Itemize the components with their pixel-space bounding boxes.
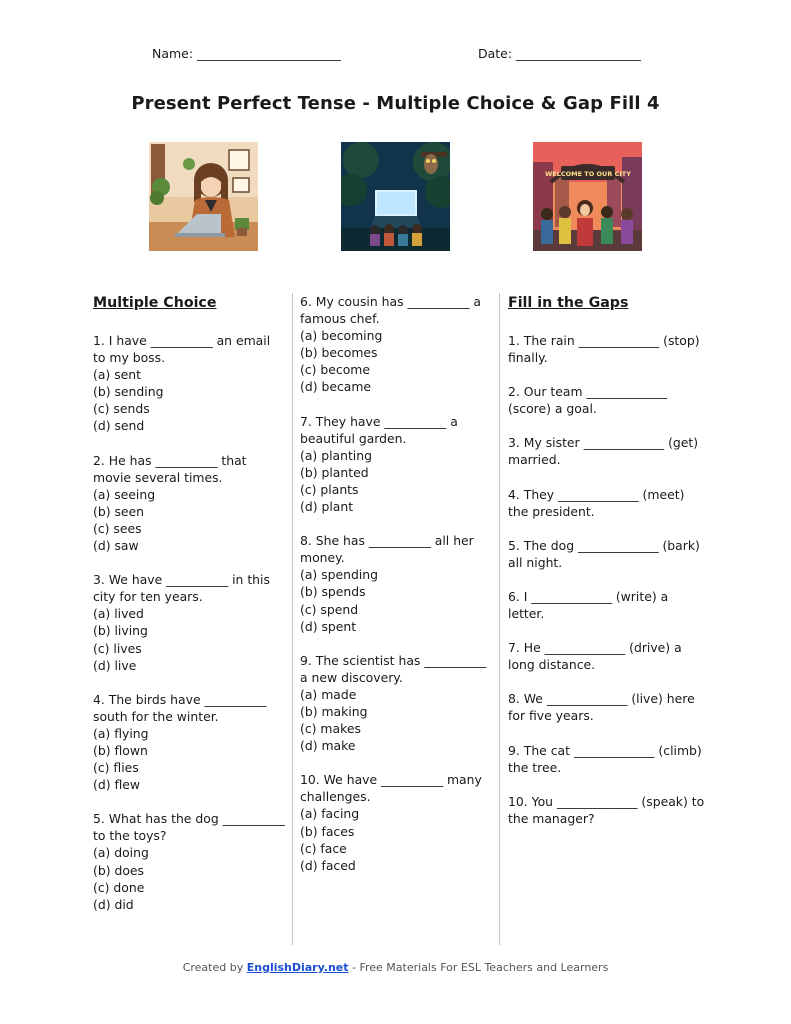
gap-fill-text: 6. I _____________ (write) a letter. bbox=[508, 588, 669, 622]
question-text: 4. The birds have __________ south for the winter. bbox=[93, 691, 267, 724]
column-divider bbox=[292, 293, 293, 945]
question-text: 2. He has __________ that movie several times. bbox=[93, 452, 247, 485]
option: (d) became bbox=[300, 379, 372, 395]
gap-fill-text: 9. The cat _____________ (climb) the tree. bbox=[508, 742, 702, 775]
option: (d) faced bbox=[300, 857, 356, 873]
option: (d) live bbox=[93, 657, 137, 673]
option: (c) lives bbox=[93, 640, 142, 656]
gap-fill-text: 10. You _____________ (speak) to the manager? bbox=[508, 793, 705, 826]
gap-fill-item bbox=[508, 332, 708, 366]
mc-question bbox=[300, 771, 492, 874]
question-text: 10. We have __________ many challenges. bbox=[300, 772, 482, 805]
option: (b) planted bbox=[300, 464, 369, 480]
multiple-choice-column-2 bbox=[300, 293, 492, 891]
gap-fill-item bbox=[508, 537, 708, 571]
footer bbox=[0, 961, 791, 974]
gap-fill-column bbox=[508, 293, 708, 844]
gap-fill-item bbox=[508, 639, 708, 673]
gap-fill-heading: Fill in the Gaps bbox=[508, 295, 629, 311]
option: (b) seen bbox=[93, 503, 145, 519]
option: (b) faces bbox=[300, 823, 355, 839]
option: (c) face bbox=[300, 840, 347, 856]
footer-prefix: Created by bbox=[182, 961, 247, 974]
woman-laptop-illustration bbox=[149, 142, 258, 251]
option: (a) flying bbox=[93, 725, 149, 741]
gap-fill-text: 8. We _____________ (live) here for five years. bbox=[508, 691, 695, 724]
mc-question bbox=[93, 810, 285, 913]
option: (d) did bbox=[93, 896, 134, 912]
welcome-to-our-city-illustration bbox=[533, 142, 642, 251]
gap-fill-item bbox=[508, 793, 708, 827]
option: (a) becoming bbox=[300, 328, 383, 344]
mc-question bbox=[93, 332, 285, 435]
mc-question bbox=[93, 452, 285, 555]
outdoor-movie-night-illustration bbox=[341, 142, 450, 251]
option: (b) spends bbox=[300, 584, 366, 600]
name-field-label: Name: _______________________ bbox=[152, 46, 341, 61]
option: (b) sending bbox=[93, 384, 164, 400]
date-field-label: Date: ____________________ bbox=[478, 46, 642, 61]
option: (c) done bbox=[93, 879, 145, 895]
option: (a) sent bbox=[93, 367, 141, 383]
option: (c) flies bbox=[93, 760, 139, 776]
worksheet-title: Present Perfect Tense - Multiple Choice & Gap Fill 4 bbox=[131, 93, 660, 114]
option: (d) spent bbox=[300, 618, 357, 634]
option: (c) become bbox=[300, 362, 370, 378]
question-text: 6. My cousin has __________ a famous chef. bbox=[300, 294, 481, 327]
gap-fill-text: 1. The rain _____________ (stop) finally. bbox=[508, 333, 700, 366]
option: (c) sends bbox=[93, 401, 150, 417]
gap-fill-text: 2. Our team _____________ (score) a goal. bbox=[508, 384, 668, 417]
city-sign-text: WELCOME TO OUR CITY bbox=[545, 170, 631, 178]
mc-question bbox=[93, 571, 285, 674]
gap-fill-item bbox=[508, 434, 708, 468]
option: (a) spending bbox=[300, 567, 379, 583]
multiple-choice-heading: Multiple Choice bbox=[93, 295, 217, 311]
gap-fill-item bbox=[508, 690, 708, 724]
mc-question bbox=[93, 691, 285, 794]
option: (a) doing bbox=[93, 845, 149, 861]
option: (b) living bbox=[93, 623, 148, 639]
option: (a) lived bbox=[93, 606, 144, 622]
question-text: 3. We have __________ in this city for ten years. bbox=[93, 572, 270, 605]
question-text: 9. The scientist has __________ a new discovery. bbox=[300, 652, 487, 685]
gap-fill-text: 4. They _____________ (meet) the president. bbox=[508, 486, 685, 519]
option: (d) plant bbox=[300, 499, 354, 515]
option: (b) flown bbox=[93, 742, 148, 758]
option: (b) does bbox=[93, 862, 144, 878]
option: (b) becomes bbox=[300, 345, 378, 361]
footer-suffix: - Free Materials For ESL Teachers and Learners bbox=[348, 961, 609, 974]
question-text: 5. What has the dog __________ to the toys? bbox=[93, 811, 285, 844]
gap-fill-text: 5. The dog _____________ (bark) all night. bbox=[508, 537, 700, 570]
multiple-choice-column-1 bbox=[93, 293, 285, 930]
option: (c) makes bbox=[300, 721, 361, 737]
option: (c) plants bbox=[300, 481, 359, 497]
gap-fill-item bbox=[508, 588, 708, 622]
question-text: 7. They have __________ a beautiful garden. bbox=[300, 413, 458, 446]
option: (b) making bbox=[300, 703, 368, 719]
question-text: 1. I have __________ an email to my boss. bbox=[93, 333, 271, 366]
gap-fill-text: 3. My sister _____________ (get) married. bbox=[508, 435, 699, 468]
question-text: 8. She has __________ all her money. bbox=[300, 533, 474, 566]
mc-question bbox=[300, 652, 492, 755]
gap-fill-item bbox=[508, 486, 708, 520]
mc-question bbox=[300, 293, 492, 396]
column-divider bbox=[499, 293, 500, 945]
option: (a) facing bbox=[300, 806, 360, 822]
gap-fill-item bbox=[508, 742, 708, 776]
footer-link[interactable]: EnglishDiary.net bbox=[246, 961, 349, 974]
option: (d) send bbox=[93, 418, 145, 434]
mc-question bbox=[300, 532, 492, 635]
gap-fill-item bbox=[508, 383, 708, 417]
mc-question bbox=[300, 413, 492, 516]
option: (a) seeing bbox=[93, 486, 156, 502]
option: (d) saw bbox=[93, 538, 139, 554]
gap-fill-text: 7. He _____________ (drive) a long distance. bbox=[508, 640, 682, 673]
option: (a) planting bbox=[300, 447, 372, 463]
option: (c) sees bbox=[93, 520, 142, 536]
option: (c) spend bbox=[300, 601, 359, 617]
option: (d) flew bbox=[93, 777, 141, 793]
option: (d) make bbox=[300, 738, 356, 754]
option: (a) made bbox=[300, 686, 357, 702]
